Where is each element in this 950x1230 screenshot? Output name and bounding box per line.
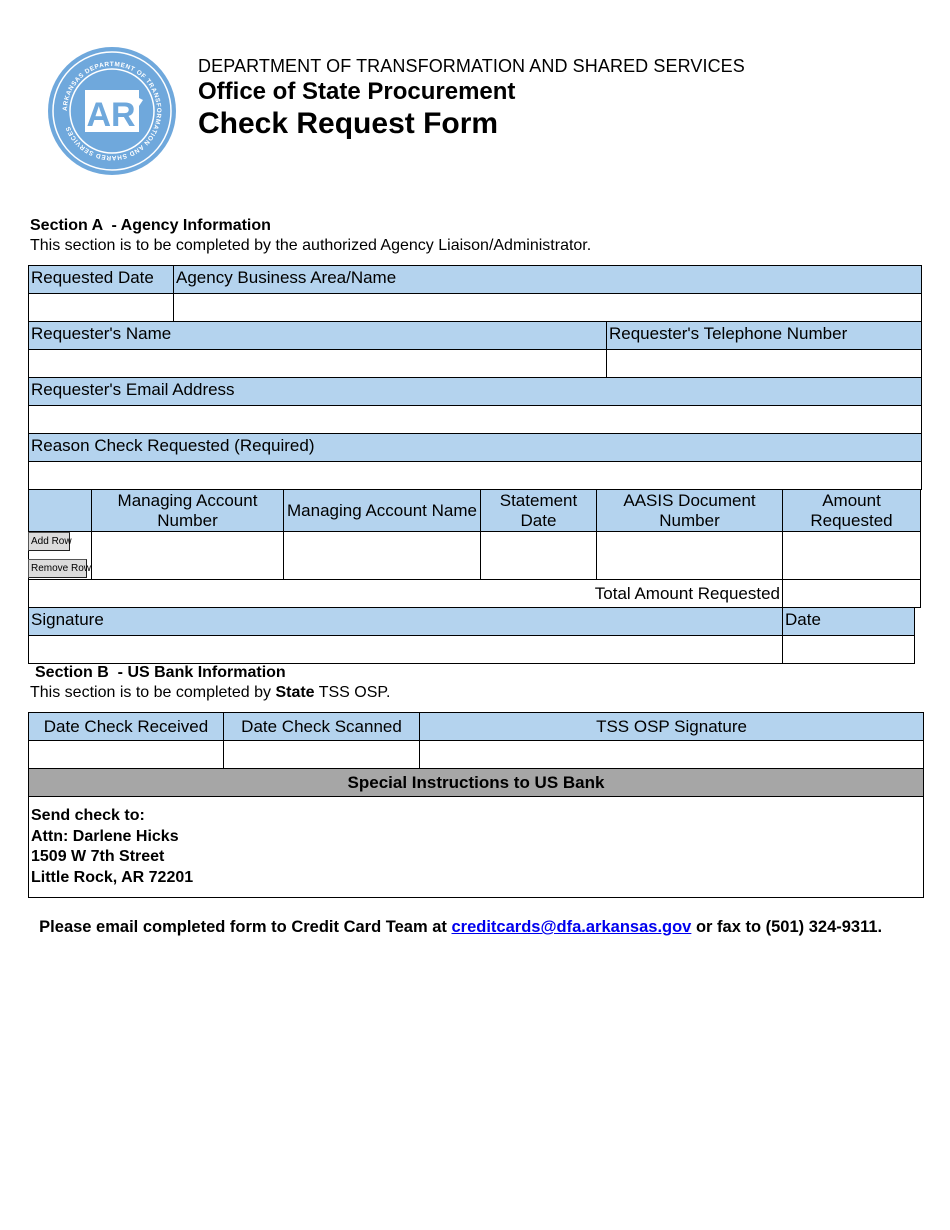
- account-name-cell[interactable]: [283, 531, 481, 580]
- reason-field[interactable]: [28, 461, 922, 490]
- agency-business-input[interactable]: [174, 294, 921, 321]
- table-header-aasis-document: AASIS Document Number: [596, 489, 783, 532]
- requested-date-label: Requested Date: [28, 265, 174, 294]
- special-instructions-header: Special Instructions to US Bank: [28, 768, 924, 797]
- section-b-title: Section B - US Bank Information: [35, 664, 286, 681]
- amount-cell[interactable]: [782, 531, 921, 580]
- table-header-account-number: Managing Account Number: [91, 489, 284, 532]
- date-check-received-input[interactable]: [29, 741, 223, 768]
- account-name-input[interactable]: [284, 532, 480, 579]
- date-check-scanned-label: Date Check Scanned: [223, 712, 420, 741]
- section-b-note-bold: State: [275, 684, 315, 701]
- page-title: Check Request Form: [198, 107, 499, 140]
- requester-email-field[interactable]: [28, 405, 922, 434]
- signature-field[interactable]: [28, 635, 783, 664]
- agency-business-field[interactable]: [173, 293, 922, 322]
- footer-text-suffix: or fax to (501) 324-9311.: [691, 918, 883, 936]
- aasis-document-cell[interactable]: [596, 531, 783, 580]
- signature-input[interactable]: [29, 636, 782, 663]
- requested-date-input[interactable]: [29, 294, 173, 321]
- table-header-statement-date: Statement Date: [480, 489, 597, 532]
- department-name: DEPARTMENT OF TRANSFORMATION AND SHARED SERVICES: [198, 56, 745, 76]
- section-b-note: [30, 684, 390, 702]
- footer-instructions: [30, 899, 882, 937]
- mailing-address: [31, 806, 193, 888]
- requester-phone-label: Requester's Telephone Number: [606, 321, 922, 350]
- date-check-received-label: Date Check Received: [28, 712, 224, 741]
- requester-email-input[interactable]: [29, 406, 921, 433]
- statement-date-cell[interactable]: [480, 531, 597, 580]
- date-label: Date: [782, 607, 915, 636]
- address-line: Attn: Darlene Hicks: [31, 827, 179, 845]
- logo-ring-text: ARKANSAS DEPARTMENT OF TRANSFORMATION AND SHARED SERVICES: [61, 60, 163, 162]
- osp-signature-input[interactable]: [420, 741, 923, 768]
- address-line: Send check to:: [31, 807, 145, 824]
- add-row-button[interactable]: Add Row: [28, 532, 70, 551]
- total-amount-row: [28, 579, 783, 608]
- requester-email-label: Requester's Email Address: [28, 377, 922, 406]
- total-amount-label: Total Amount Requested: [594, 584, 780, 603]
- requester-name-field[interactable]: [28, 349, 607, 378]
- requester-phone-field[interactable]: [606, 349, 922, 378]
- osp-signature-label: TSS OSP Signature: [419, 712, 924, 741]
- section-b-note-prefix: This section is to be completed by: [30, 684, 276, 701]
- date-check-scanned-field[interactable]: [223, 740, 420, 769]
- section-b-note-suffix: TSS OSP.: [314, 684, 391, 701]
- reason-input[interactable]: [29, 462, 921, 489]
- requester-name-input[interactable]: [29, 350, 606, 377]
- agency-business-label: Agency Business Area/Name: [173, 265, 922, 294]
- agency-logo: [47, 46, 177, 176]
- statement-date-input[interactable]: [481, 532, 596, 579]
- aasis-document-input[interactable]: [597, 532, 782, 579]
- signature-date-field[interactable]: [782, 635, 915, 664]
- email-link[interactable]: creditcards@dfa.arkansas.gov: [451, 918, 692, 936]
- date-check-scanned-input[interactable]: [224, 741, 419, 768]
- remove-row-button[interactable]: Remove Row: [28, 559, 87, 578]
- signature-date-input[interactable]: [783, 636, 914, 663]
- requested-date-field[interactable]: [28, 293, 174, 322]
- total-amount-field[interactable]: [782, 579, 921, 608]
- reason-label: Reason Check Requested (Required): [28, 433, 922, 462]
- address-line: 1509 W 7th Street: [31, 848, 165, 865]
- account-number-cell[interactable]: [91, 531, 284, 580]
- special-instructions-box: [28, 796, 924, 898]
- total-amount-input[interactable]: [783, 580, 920, 607]
- section-a-title: Section A - Agency Information: [30, 217, 271, 234]
- section-a-note: This section is to be completed by the authorized Agency Liaison/Administrator.: [30, 237, 592, 254]
- osp-signature-field[interactable]: [419, 740, 924, 769]
- table-header-account-name: Managing Account Name: [283, 489, 481, 532]
- signature-label: Signature: [28, 607, 783, 636]
- table-header-amount: Amount Requested: [782, 489, 921, 532]
- address-line: Little Rock, AR 72201: [31, 868, 194, 886]
- amount-input[interactable]: [783, 532, 920, 579]
- requester-phone-input[interactable]: [607, 350, 921, 377]
- date-check-received-field[interactable]: [28, 740, 224, 769]
- office-name: Office of State Procurement: [198, 78, 516, 105]
- logo-text: AR: [86, 96, 136, 134]
- requester-name-label: Requester's Name: [28, 321, 607, 350]
- table-header-blank: [28, 489, 92, 532]
- account-number-input[interactable]: [92, 532, 283, 579]
- footer-text-prefix: Please email completed form to Credit Card Team at: [39, 918, 452, 936]
